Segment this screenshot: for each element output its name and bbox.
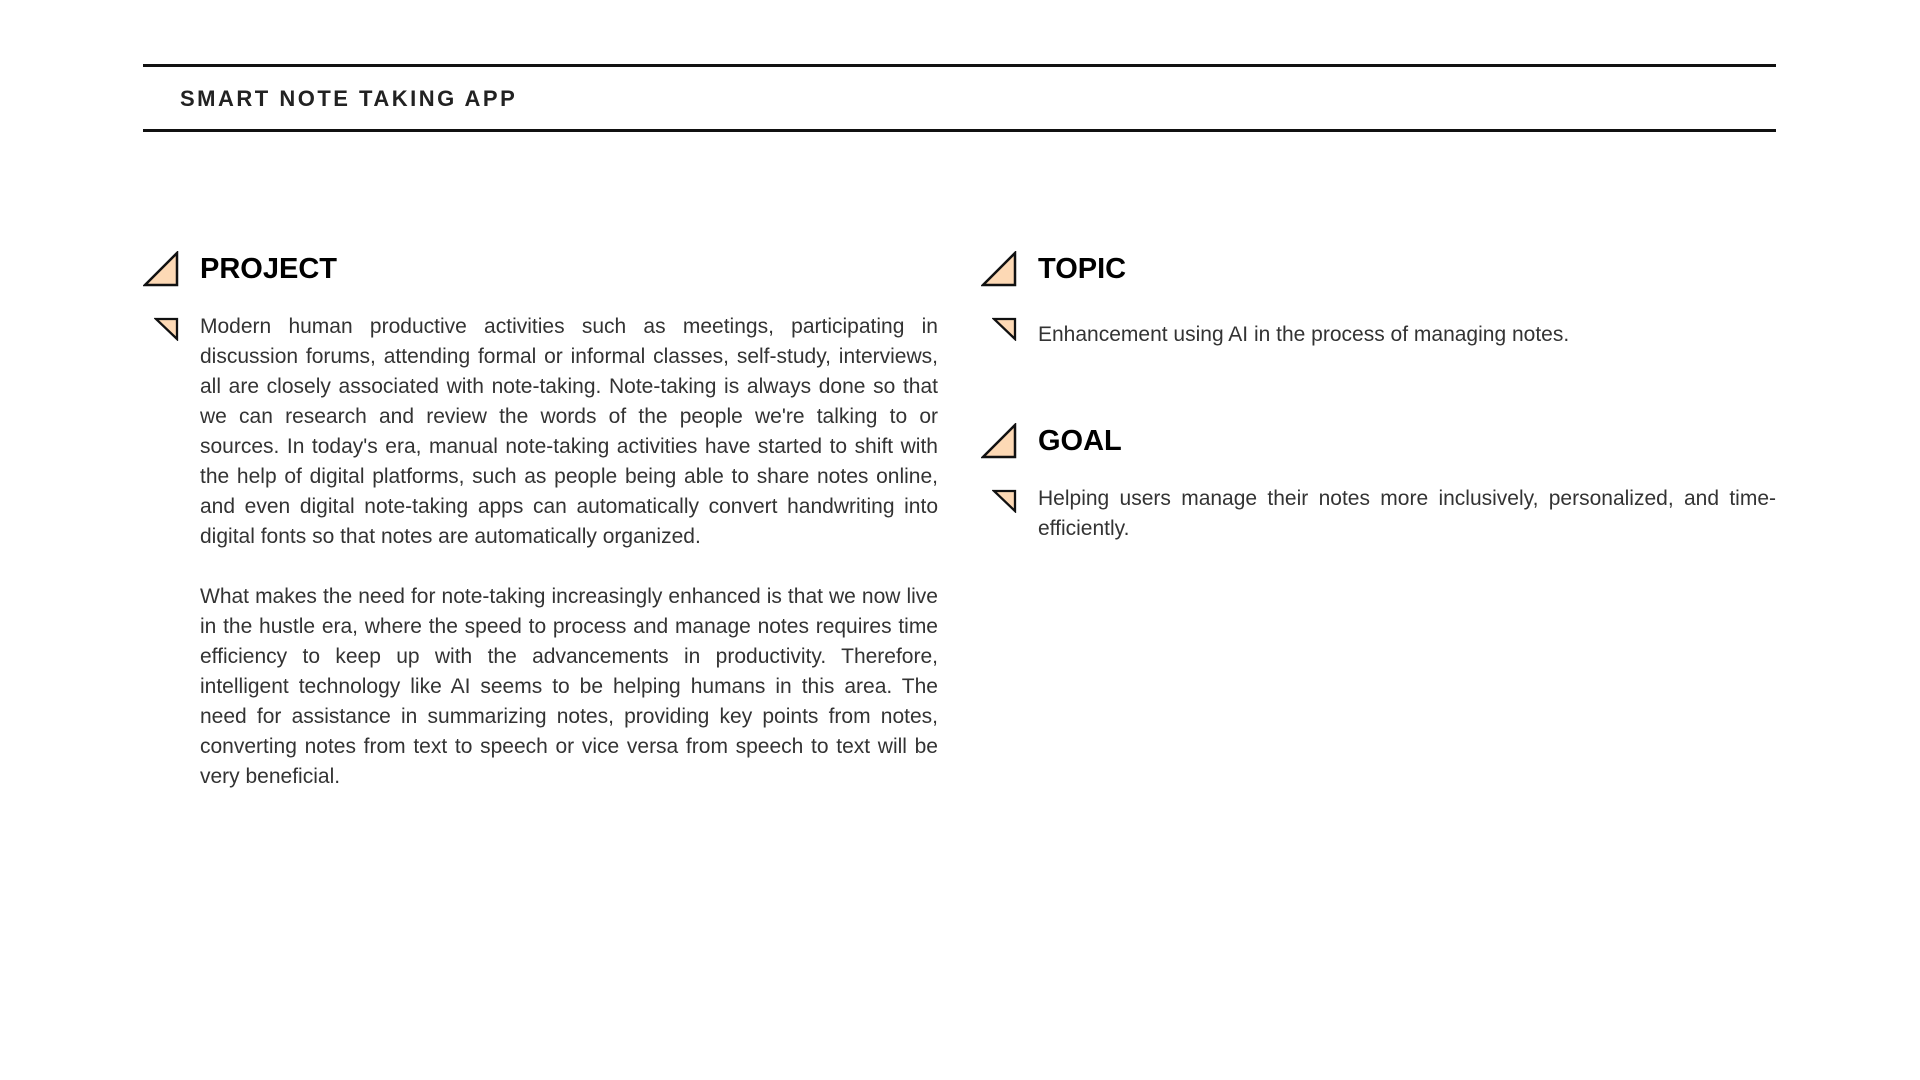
header-top-rule — [143, 64, 1776, 67]
project-paragraph: What makes the need for note-taking increasingly enhanced is that we now live in the hustle era, where the speed to process and manage notes requires time efficiency to keep up with the advancements in productivity. Therefore, intelligent technology like AI seems to be helping humans in this area. The need for assistance in summarizing notes, providing key points from notes, converting notes from text to speech or vice versa from speech to text will be very beneficial. — [200, 585, 938, 788]
topic-text: Enhancement using AI in the process of managing notes. — [1038, 323, 1570, 346]
header-bottom-rule — [143, 129, 1776, 132]
goal-heading: GOAL — [1038, 425, 1122, 457]
triangle-bullet-icon — [154, 317, 179, 341]
project-description — [200, 312, 938, 822]
triangle-bullet-icon — [992, 317, 1017, 341]
project-heading: PROJECT — [200, 253, 337, 285]
triangle-bullet-icon — [992, 489, 1017, 513]
topic-heading: TOPIC — [1038, 253, 1127, 285]
app-title: SMART NOTE TAKING APP — [180, 86, 518, 111]
triangle-heading-icon — [143, 251, 179, 287]
triangle-heading-icon — [981, 423, 1017, 459]
project-paragraph: Modern human productive activities such as meetings, participating in discussion forums, attending formal or informal classes, self-study, interviews, all are closely associated with note-taking. Note-taking is always done so that we can research and review the words of the people we're talking to or sources. In today's era, manual note-taking activities have started to shift with the help of digital platforms, such as people being able to share notes online, and even digital note-taking apps can automatically convert handwriting into digital fonts so that notes are automatically organized. — [200, 315, 938, 548]
goal-text: Helping users manage their notes more inclusively, personalized, and time-efficiently. — [1038, 487, 1776, 540]
triangle-heading-icon — [981, 251, 1017, 287]
